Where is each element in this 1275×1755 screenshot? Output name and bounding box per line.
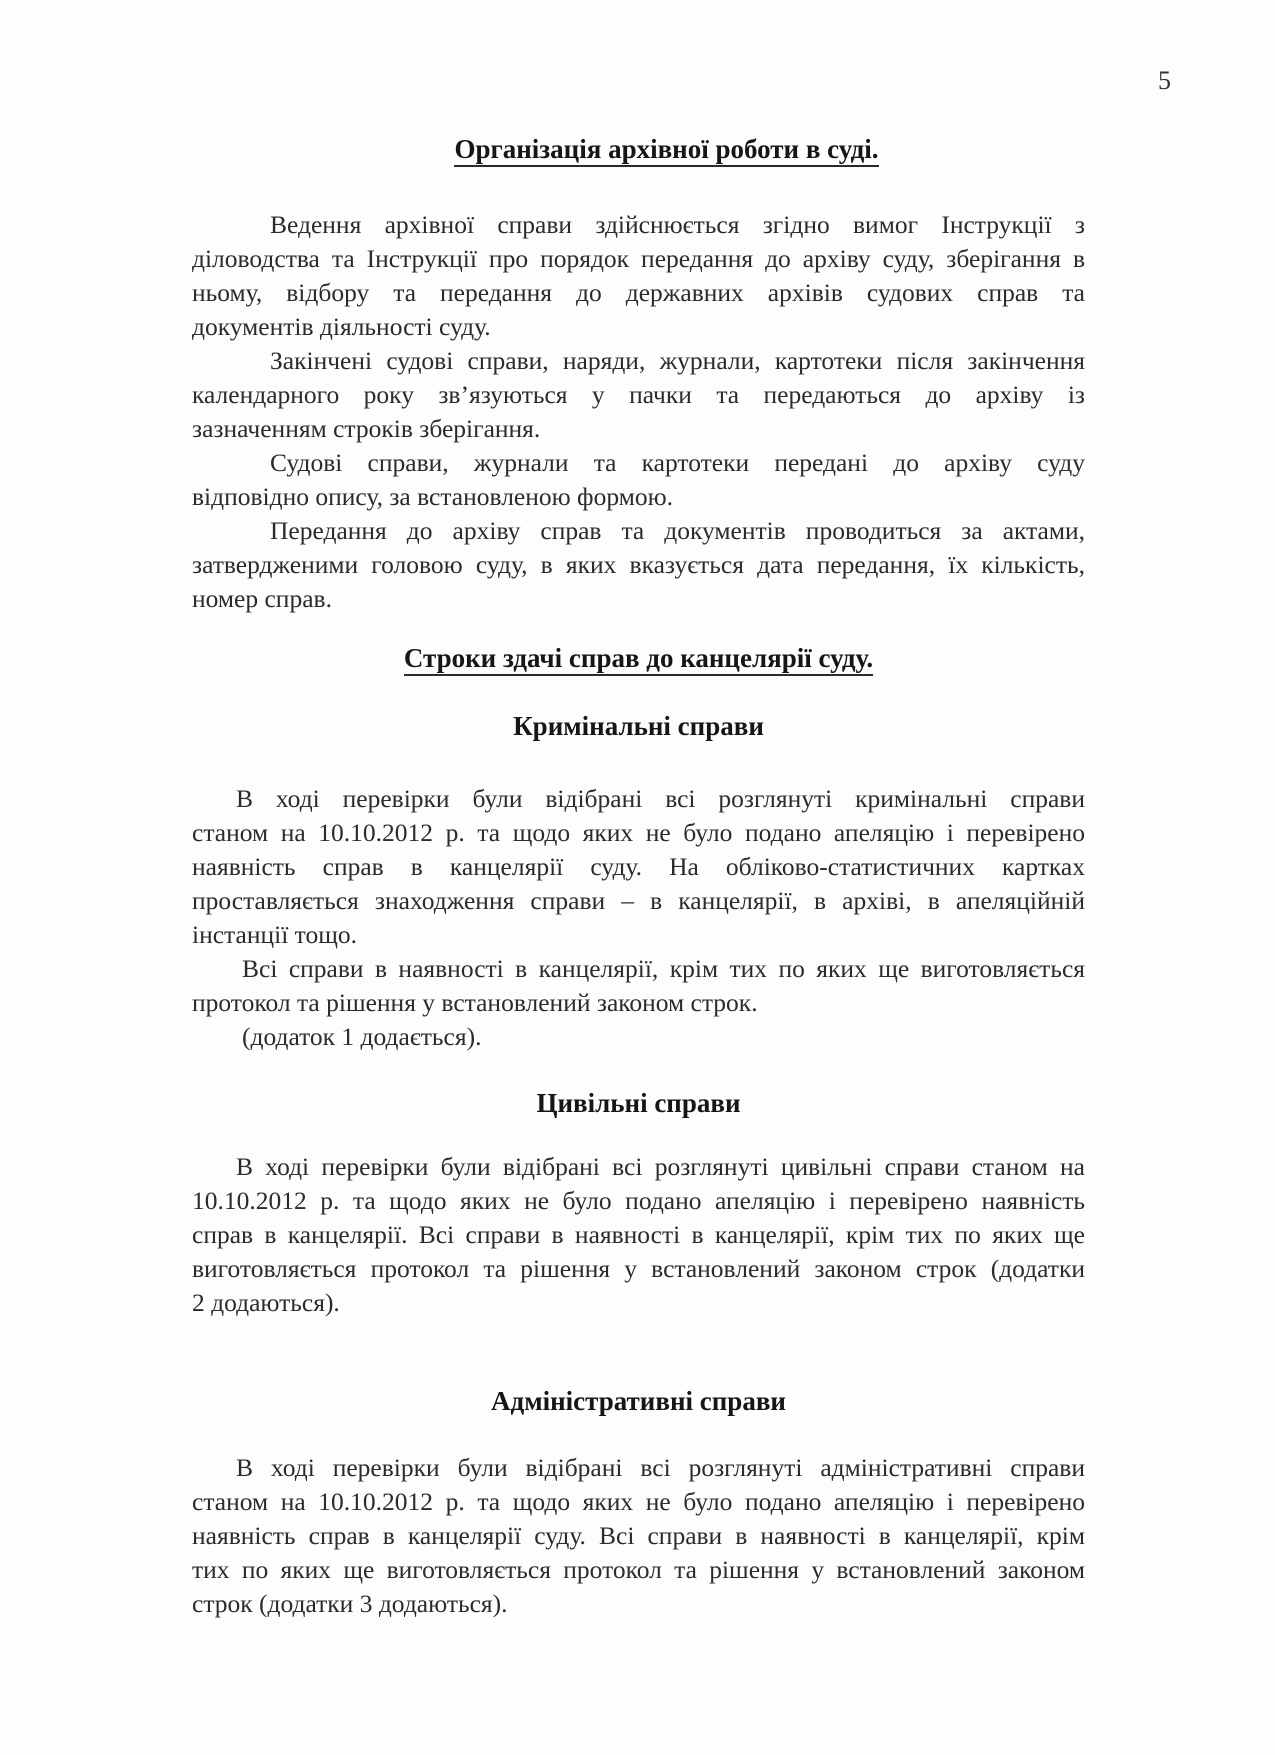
text-line: станом на 10.10.2012 р. та щодо яких не було подано апеляцію і перевірено — [192, 818, 1085, 847]
paragraph-transferred-to-archive — [192, 446, 1085, 514]
paragraph-criminal-review — [192, 782, 1085, 952]
text-line: затвердженими головою суду, в яких вказується дата передання, їх кількість, — [192, 550, 1085, 579]
text-line: справ в канцелярії. Всі справи в наявності в канцелярії, крім тих по яких ще — [192, 1220, 1085, 1249]
text-line: станом на 10.10.2012 р. та щодо яких не було подано апеляцію і перевірено — [192, 1487, 1085, 1516]
text-line: ньому, відбору та передання до державних архівів судових справ та — [192, 278, 1085, 307]
page-number: 5 — [1158, 66, 1171, 95]
text-line: інстанції тощо. — [192, 920, 357, 949]
text-line: наявність справ в канцелярії суду. Всі справи в наявності в канцелярії, крім — [192, 1521, 1085, 1550]
paragraph-transfer-acts — [192, 514, 1085, 616]
text-line: В ході перевірки були відібрані всі розглянуті адміністративні справи — [236, 1453, 1085, 1482]
text-line: відповідно опису, за встановленою формою. — [192, 482, 674, 511]
document-title-text: Організація архівної роботи в суді. — [454, 134, 878, 167]
text-line: протокол та рішення у встановлений законом строк. — [192, 988, 758, 1017]
document-title — [220, 131, 1113, 167]
text-line: В ході перевірки були відібрані всі розглянуті цивільні справи станом на — [236, 1152, 1085, 1181]
subsection-heading-civil-cases: Цивільні справи — [536, 1088, 741, 1118]
text-line: строк (додатки 3 додаються). — [192, 1589, 508, 1618]
paragraph-criminal-appendix — [192, 1020, 1085, 1054]
text-line: 2 додаються). — [192, 1288, 340, 1317]
text-line: (додаток 1 додається). — [242, 1022, 482, 1051]
text-line: діловодства та Інструкції про порядок передання до архіву суду, зберігання в — [192, 244, 1085, 273]
text-line: тих по яких ще виготовляється протокол та рішення у встановлений законом — [192, 1555, 1085, 1584]
text-line: Судові справи, журнали та картотеки передані до архіву суду — [270, 448, 1085, 477]
paragraph-criminal-availability — [192, 952, 1085, 1020]
subsection-heading-criminal-cases: Кримінальні справи — [513, 711, 764, 741]
document-content — [0, 131, 1275, 1621]
text-line: виготовляється протокол та рішення у встановлений законом строк (додатки — [192, 1254, 1085, 1283]
text-line: зазначенням строків зберігання. — [192, 414, 541, 443]
text-line: Всі справи в наявності в канцелярії, крім тих по яких ще виготовляється — [242, 954, 1085, 983]
text-line: документів діяльності суду. — [192, 312, 491, 341]
text-line: номер справ. — [192, 584, 332, 613]
subsection-heading-administrative-cases: Адміністративні справи — [491, 1386, 786, 1416]
section-heading-deadlines — [192, 640, 1085, 676]
text-line: наявність справ в канцелярії суду. На обліково-статистичних картках — [192, 852, 1085, 881]
paragraph-finished-cases — [192, 344, 1085, 446]
text-line: Передання до архіву справ та документів проводиться за актами, — [270, 516, 1085, 545]
text-line: В ході перевірки були відібрані всі розглянуті кримінальні справи — [236, 784, 1085, 813]
text-line: 10.10.2012 р. та щодо яких не було подано апеляцію і перевірено наявність — [192, 1186, 1085, 1215]
paragraph-archive-intro — [192, 208, 1085, 344]
text-line: Закінчені судові справи, наряди, журнали, картотеки після закінчення — [270, 346, 1085, 375]
text-line: календарного року зв’язуються у пачки та передаються до архіву із — [192, 380, 1085, 409]
text-line: проставляється знаходження справи – в канцелярії, в архіві, в апеляційній — [192, 886, 1085, 915]
text-line: Ведення архівної справи здійснюється згідно вимог Інструкції з — [270, 210, 1085, 239]
section-heading-deadlines-text: Строки здачі справ до канцелярії суду. — [404, 643, 873, 676]
paragraph-administrative-review — [192, 1451, 1085, 1621]
paragraph-civil-review — [192, 1150, 1085, 1320]
